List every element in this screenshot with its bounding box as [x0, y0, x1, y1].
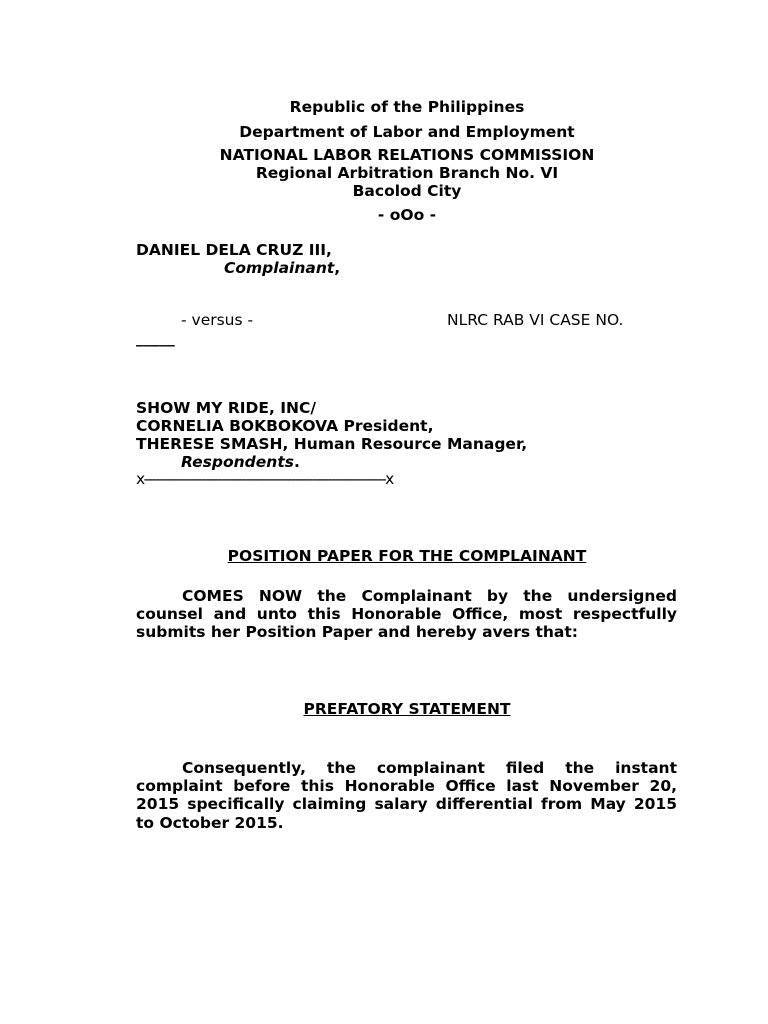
header-department: Department of Labor and Employment: [239, 123, 575, 141]
respondent-president: CORNELIA BOKBOKOVA President,: [136, 417, 434, 435]
section-heading: PREFATORY STATEMENT: [303, 700, 511, 718]
header-separator: - oOo -: [377, 206, 437, 224]
respondent-role: Respondents: [181, 453, 294, 471]
versus-label: - versus -: [181, 311, 254, 329]
respondent-role-line: [181, 453, 300, 471]
respondent-role-punct: .: [293, 453, 300, 471]
case-number-blank: _____: [136, 329, 175, 347]
respondent-hr-manager: THERESE SMASH, Human Resource Manager,: [136, 435, 528, 453]
respondent-company: SHOW MY RIDE, INC/: [136, 399, 317, 417]
complainant-role: Complainant: [224, 259, 335, 277]
document-title: POSITION PAPER FOR THE COMPLAINANT: [227, 547, 587, 565]
header-city: Bacolod City: [352, 182, 462, 200]
header-commission: NATIONAL LABOR RELATIONS COMMISSION: [219, 146, 595, 164]
intro-paragraph: [136, 587, 677, 642]
complainant-role-line: [224, 259, 340, 277]
statement-paragraph: [136, 759, 677, 832]
caption-divider: x-----------------------------------------------------------x: [136, 470, 393, 488]
header-republic: Republic of the Philippines: [289, 98, 525, 116]
complainant-role-punct: ,: [334, 259, 341, 277]
case-number-label: NLRC RAB VI CASE NO.: [447, 311, 624, 329]
complainant-name: DANIEL DELA CRUZ III,: [136, 241, 332, 259]
intro-paragraph-text: COMES NOW the Complainant by the undersigned counsel and unto this Honorable Office, most respectfully submits her Position Paper and hereby avers that:: [136, 587, 677, 642]
statement-paragraph-text: Consequently, the complainant filed the instant complaint before this Honorable Office last November 20, 2015 specifically claiming salary differential from May 2015 to October 2015.: [136, 759, 677, 832]
header-branch: Regional Arbitration Branch No. VI: [255, 164, 559, 182]
